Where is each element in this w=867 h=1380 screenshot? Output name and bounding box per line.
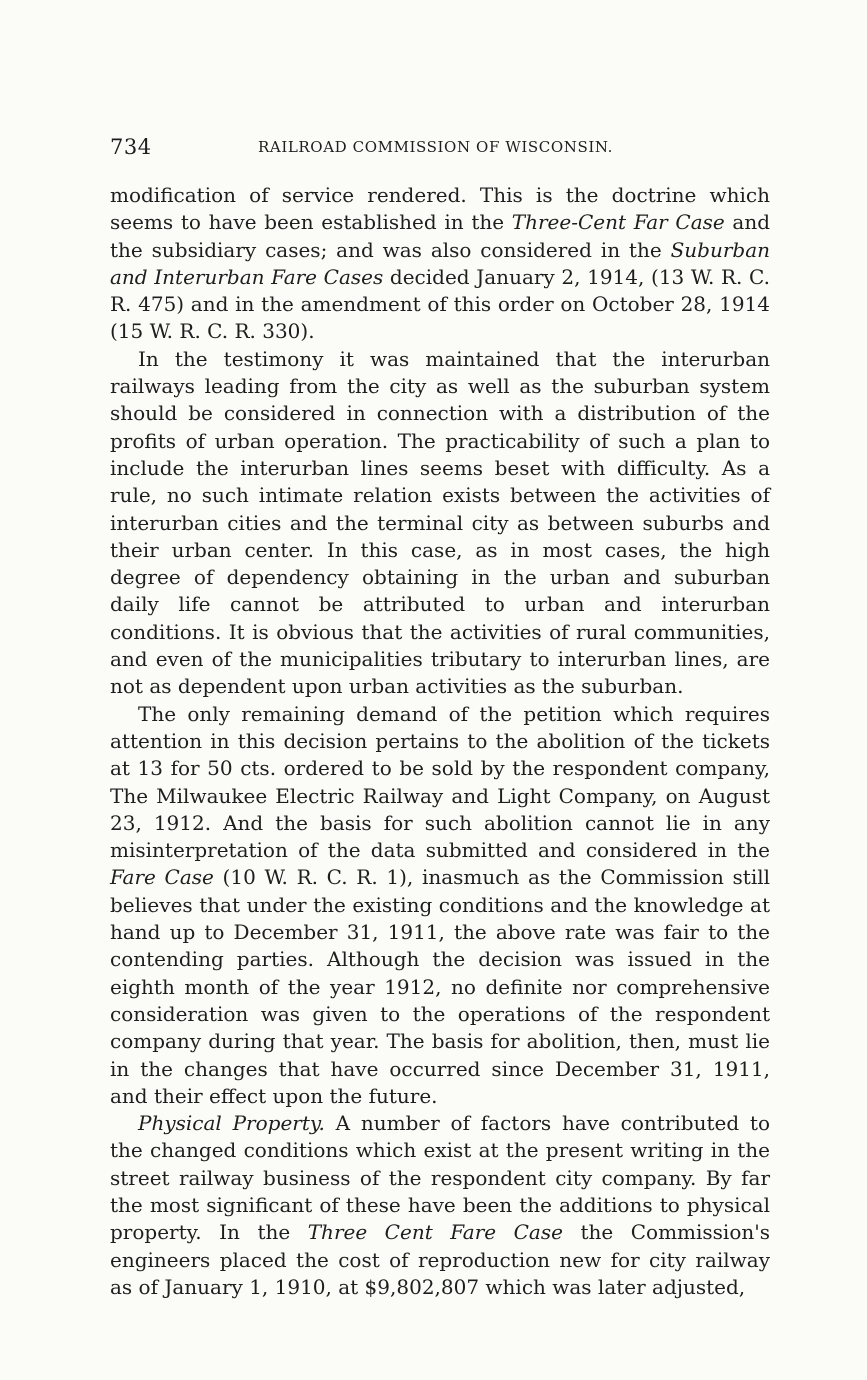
paragraph-ticket-abolition bbox=[110, 701, 770, 1110]
text-segment: the Commission's engineers placed the cost of reproduction new for city railway as of January 1, 1910, at $9,802,807 which was later adjusted, bbox=[110, 1220, 770, 1299]
case-title-italic: Three-Cent Far Case bbox=[511, 210, 725, 235]
case-title-italic: Fare Case bbox=[110, 865, 214, 890]
text-segment: decided January 2, 1914, (13 W. R. C. R. 475) and in the amendment of this order on October 28, 1914 (15 W. R. C. R. 330). bbox=[110, 264, 771, 344]
section-heading-italic: Physical Property. bbox=[138, 1111, 325, 1136]
paragraph-interurban bbox=[110, 346, 770, 701]
text-segment: The only remaining demand of the petition which requires attention in this decision pertains to the abolition of the tickets at 13 for 50 cts. ordered to be sold by the respondent company, The Milwaukee Electric Railway and Light Company, on August 23, 1912. And the basis for such abolition cannot lie in any misinterpretation of the data submitted and considered in the bbox=[110, 701, 770, 863]
case-title-italic: Suburban and Interurban Fare Cases bbox=[110, 237, 770, 289]
page-number: 734 bbox=[110, 135, 152, 159]
paragraph-continued bbox=[110, 182, 770, 346]
running-title: RAILROAD COMMISSION OF WISCONSIN. bbox=[258, 138, 613, 156]
text-segment: A number of factors have contributed to the changed conditions which exist at the present writing in the street railway business of the respondent city company. By far the most significant of these have been the additions to physical property. In the bbox=[110, 1111, 770, 1245]
body-text bbox=[110, 182, 770, 1301]
text-segment: In the testimony it was maintained that the interurban railways leading from the city as well as the suburban system should be considered in connection with a distribution of the profits of urban operation. The practicability of such a plan to include the interurban lines seems beset with difficulty. As a rule, no such intimate relation exists between the activities of interurban cities and the terminal city as between suburbs and their urban center. In this case, as in most cases, the high degree of dependency obtaining in the urban and suburban daily life cannot be attributed to urban and interurban conditions. It is obvious that the activities of rural communities, and even of the municipalities tributary to interurban lines, are not as dependent upon urban activities as the suburban. bbox=[110, 346, 770, 699]
text-segment: (10 W. R. C. R. 1), inasmuch as the Commission still believes that under the existing conditions and the knowledge at hand up to December 31, 1911, the above rate was fair to the contending parties. Although the decision was issued in the eighth month of the year 1912, no definite nor comprehensive consideration was given to the operations of the respondent company during that year. The basis for abolition, then, must lie in the changes that have occurred since December 31, 1911, and their effect upon the future. bbox=[110, 865, 771, 1108]
case-title-italic: Three Cent Fare Case bbox=[307, 1220, 563, 1245]
page-header bbox=[110, 135, 770, 163]
text-segment: modification of service rendered. This is the doctrine which seems to have been established in the bbox=[110, 183, 770, 235]
paragraph-physical-property bbox=[110, 1110, 770, 1301]
text-segment: and the subsidiary cases; and was also considered in the bbox=[110, 210, 771, 262]
